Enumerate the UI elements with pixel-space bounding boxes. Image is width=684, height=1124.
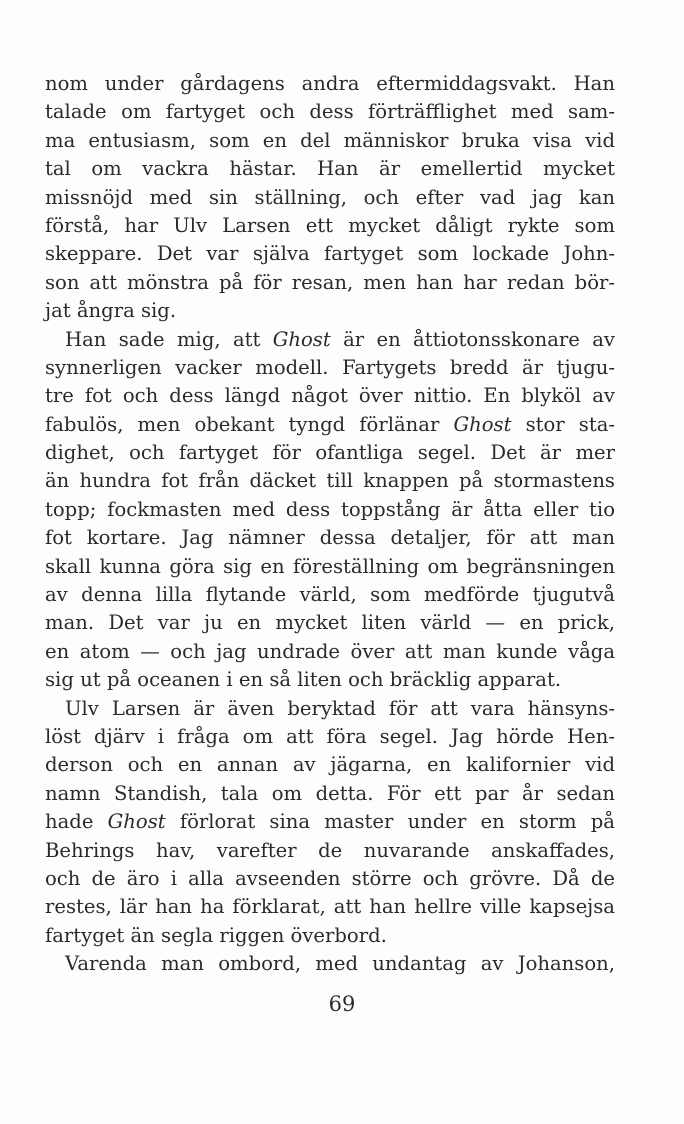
text-line: fot kortare. Jag nämner dessa detaljer, för att man <box>45 526 615 550</box>
text-line: löst djärv i fråga om att föra segel. Jag hörde Hen- <box>45 724 615 748</box>
text-line: och de äro i alla avseenden större och grövre. Då de <box>45 866 615 890</box>
text-line: skeppare. Det var själva fartyget som lockade John- <box>45 242 615 266</box>
text-line: nom under gårdagens andra eftermiddagsvakt. Han <box>45 72 615 95</box>
text-line: jat ångra sig. <box>45 299 177 323</box>
ship-name: Ghost <box>107 810 166 834</box>
text-line: Varenda man ombord, med undantag av Johanson, <box>65 952 615 976</box>
text-line: en atom — och jag undrade över att man kunde våga <box>45 639 615 663</box>
text-line: man. Det var ju en mycket liten värld — en prick, <box>45 611 615 635</box>
text-line: synnerligen vacker modell. Fartygets bredd är tjugu- <box>45 355 615 379</box>
text-line: skall kunna göra sig en föreställning om begränsningen <box>45 554 615 578</box>
text-line: fabulös, men obekant tyngd förlänar Ghost stor sta- <box>45 412 615 436</box>
text-line: topp; fockmasten med dess toppstång är åtta eller tio <box>45 497 615 521</box>
body-text <box>45 70 615 979</box>
text-line: namn Standish, tala om detta. För ett par år sedan <box>45 781 615 805</box>
text-line: av denna lilla flytande värld, som medförde tjugutvå <box>45 583 615 607</box>
text-line: tre fot och dess längd något över nittio. En blyköl av <box>45 384 615 408</box>
text-line: derson och en annan av jägarna, en kalifornier vid <box>45 753 615 777</box>
text-line: fartyget än segla riggen överbord. <box>45 923 387 947</box>
text-line: Ulv Larsen är även beryktad för att vara hänsyns- <box>65 696 615 720</box>
text-line: Han sade mig, att Ghost är en åttiotonsskonare av <box>65 327 615 351</box>
text-line: sig ut på oceanen i en så liten och bräcklig apparat. <box>45 668 562 692</box>
text-line: tal om vackra hästar. Han är emellertid mycket <box>45 157 615 181</box>
text-line: hade Ghost förlorat sina master under en storm på <box>45 810 615 834</box>
text-line: än hundra fot från däcket till knappen på stormastens <box>45 469 615 493</box>
text-line: restes, lär han ha förklarat, att han hellre ville kapsejsa <box>45 895 615 919</box>
text-line: dighet, och fartyget för ofantliga segel. Det är mer <box>45 441 615 465</box>
text-line: missnöjd med sin ställning, och efter vad jag kan <box>45 185 615 209</box>
ship-name: Ghost <box>272 327 331 351</box>
text-line: förstå, har Ulv Larsen ett mycket dåligt rykte som <box>45 213 615 237</box>
text-line: ma entusiasm, som en del människor bruka visa vid <box>45 128 615 152</box>
text-line: talade om fartyget och dess förträfflighet med sam- <box>45 100 615 124</box>
ship-name: Ghost <box>453 412 512 436</box>
text-line: son att mönstra på för resan, men han har redan bör- <box>45 270 615 294</box>
text-line: Behrings hav, varefter de nuvarande anskaffades, <box>45 838 615 862</box>
page-number: 69 <box>328 992 356 1016</box>
